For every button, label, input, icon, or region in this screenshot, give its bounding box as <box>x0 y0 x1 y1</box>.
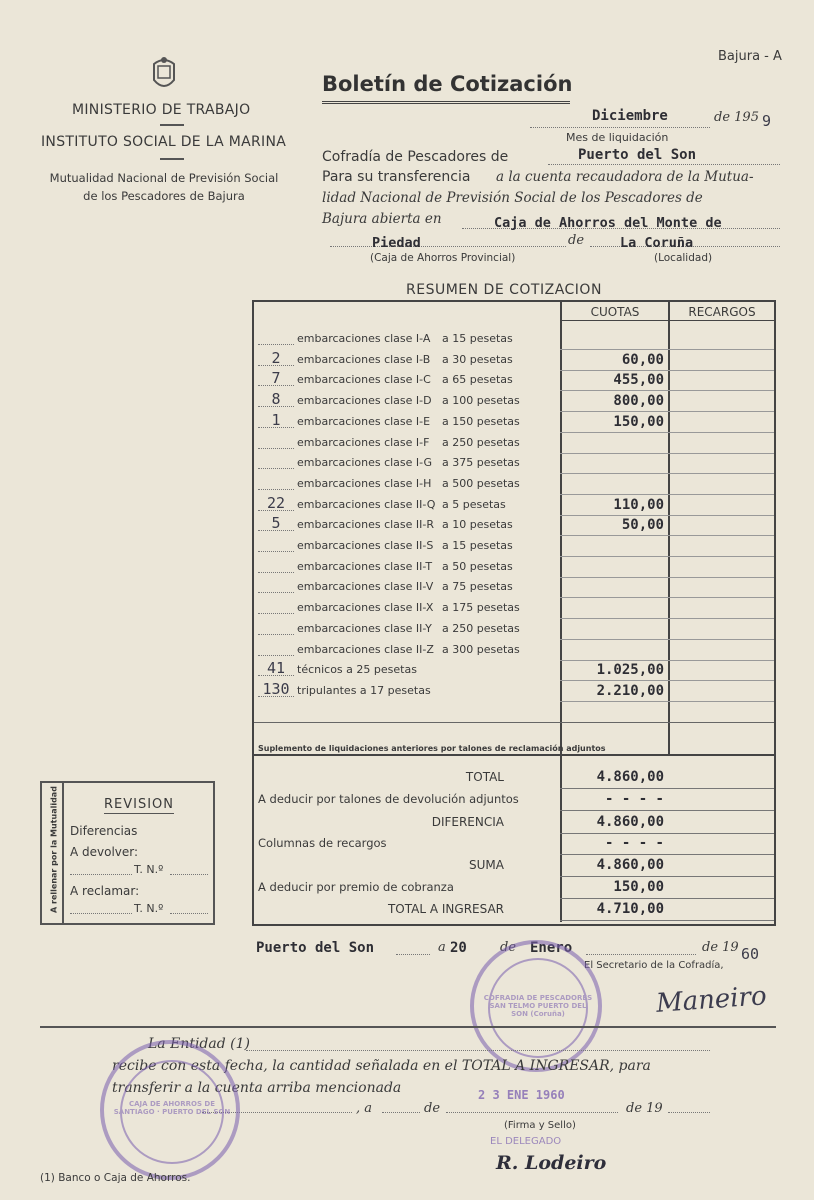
row-label: embarcaciones clase I-E <box>297 414 431 428</box>
table-row <box>254 641 774 661</box>
place-line <box>396 944 430 955</box>
total-rule <box>560 876 774 877</box>
revision-title: REVISION <box>104 797 175 812</box>
cofradia-stamp-text: COFRADIA DE PESCADORES SAN TELMO PUERTO DEL SON (Coruña) <box>483 994 593 1018</box>
row-label: embarcaciones clase I-B <box>297 352 431 366</box>
total-row <box>254 813 774 833</box>
row-count: 41 <box>266 659 286 678</box>
col-recargos: RECARGOS <box>688 305 756 319</box>
form-code: Bajura - A <box>718 49 782 64</box>
year-prefix: de 19 <box>702 940 739 955</box>
total-value: 150,00 <box>613 879 664 895</box>
total-row <box>254 790 774 810</box>
total-rule <box>560 898 774 899</box>
row-label: embarcaciones clase II-Y <box>297 621 432 635</box>
row-rate: a 30 pesetas <box>442 352 513 366</box>
row-cuota: 800,00 <box>613 393 664 410</box>
total-row <box>254 900 774 920</box>
month-value: Enero <box>530 940 573 956</box>
bank-stamp <box>100 1040 240 1180</box>
row-rate: a 150 pesetas <box>442 414 520 428</box>
total-rule <box>560 788 774 789</box>
total-value: 4.860,00 <box>596 769 664 785</box>
revision-reclamar: A reclamar: <box>70 884 140 898</box>
table-row <box>254 537 774 557</box>
row-label: embarcaciones clase II-X <box>297 601 434 615</box>
total-value: 4.710,00 <box>596 901 664 917</box>
revision-title-rule <box>104 813 174 814</box>
footnote: (1) Banco o Caja de Ahorros. <box>40 1172 191 1184</box>
year-suffix: 60 <box>741 945 760 963</box>
suplemento-rule <box>254 722 774 723</box>
ministry-name: MINISTERIO DE TRABAJO <box>72 102 251 118</box>
transfer-lead: Para su transferencia <box>322 169 471 185</box>
place-de: de <box>500 940 517 955</box>
row-cuota: 1.025,00 <box>596 662 664 679</box>
row-count: 5 <box>271 514 281 533</box>
revision-side-label: A rellenar por la Mutualidad <box>49 786 59 913</box>
row-label: embarcaciones clase II-V <box>297 580 434 594</box>
resumen-title: RESUMEN DE COTIZACION <box>406 282 602 298</box>
table-row <box>254 330 774 350</box>
devolver-line <box>70 864 132 875</box>
row-label: embarcaciones clase I-C <box>297 373 431 387</box>
table-row <box>254 599 774 619</box>
delegate-stamp: EL DELEGADO <box>490 1136 562 1147</box>
transfer-tail: a la cuenta recaudadora de la Mutua- <box>496 169 754 185</box>
table-row <box>254 392 774 412</box>
revision-side-divider <box>62 783 64 923</box>
table-row <box>254 620 774 640</box>
place-a: a <box>438 940 446 955</box>
row-rate: a 250 pesetas <box>442 621 520 635</box>
row-cuota: 110,00 <box>613 496 664 513</box>
suplemento-bottom-rule <box>254 754 774 756</box>
entidad-line <box>246 1040 710 1051</box>
liquidation-year-label: de 195 <box>714 110 759 125</box>
row-rate: a 15 pesetas <box>442 539 513 552</box>
row-label: embarcaciones clase II-Q <box>297 497 436 511</box>
cofradia-stamp <box>470 940 602 1072</box>
reclamar-tn-line <box>170 903 208 914</box>
row-cuota: 50,00 <box>621 517 664 534</box>
total-rule <box>560 920 774 921</box>
entidad-label: La Entidad (1) <box>148 1036 250 1052</box>
secretary-signature: Maneiro <box>655 981 768 1019</box>
header-divider-2 <box>160 158 184 160</box>
total-label: TOTAL <box>465 770 504 784</box>
count-line <box>258 566 294 573</box>
entidad-a: , a <box>356 1101 373 1116</box>
table-row <box>254 516 774 536</box>
row-rate: a 15 pesetas <box>442 332 513 345</box>
row-count: 22 <box>266 493 286 512</box>
row-label: embarcaciones clase II-T <box>297 559 433 573</box>
total-row <box>254 834 774 854</box>
total-label: A deducir por premio de cobranza <box>258 880 454 894</box>
total-rule <box>560 854 774 855</box>
row-count: 2 <box>271 348 281 367</box>
total-rule <box>560 810 774 811</box>
row-rate: a 175 pesetas <box>442 601 520 615</box>
date-stamp: 2 3 ENE 1960 <box>478 1088 565 1102</box>
month-line-2 <box>586 944 696 955</box>
institute-name: INSTITUTO SOCIAL DE LA MARINA <box>41 134 287 150</box>
row-label: tripulantes a 17 pesetas <box>297 683 431 697</box>
table-row <box>254 434 774 454</box>
table-row <box>254 454 774 474</box>
count-line <box>258 462 294 469</box>
total-label: Columnas de recargos <box>258 836 387 850</box>
row-label: embarcaciones clase I-F <box>297 435 430 449</box>
count-line <box>258 649 294 656</box>
row-rate: a 65 pesetas <box>442 373 513 387</box>
entidad-year-line <box>668 1102 710 1113</box>
total-label: A deducir por talones de devolución adjuntos <box>258 792 519 806</box>
row-rate: a 10 pesetas <box>442 518 513 532</box>
entidad-line-2: recibe con esta fecha, la cantidad señalada en el TOTAL A INGRESAR, para <box>112 1058 651 1074</box>
bank-value: Caja de Ahorros del Monte de <box>494 215 722 231</box>
reclamar-tn: T. N.º <box>134 902 164 915</box>
row-rate: a 250 pesetas <box>442 435 520 449</box>
row-count: 1 <box>271 410 281 429</box>
form-title: Boletín de Cotización <box>322 72 573 96</box>
bank-caption: (Caja de Ahorros Provincial) <box>370 252 516 264</box>
table-row <box>254 493 774 516</box>
row-count: 8 <box>271 390 281 409</box>
bank-line-2 <box>330 234 566 247</box>
cofradia-value: Puerto del Son <box>578 147 697 163</box>
entidad-line-3: transferir a la cuenta arriba mencionada <box>112 1080 402 1096</box>
bank-value-2: Piedad <box>372 235 421 251</box>
total-row <box>254 768 774 788</box>
total-value: - - - - <box>604 835 664 851</box>
count-line <box>258 628 294 635</box>
row-rate: a 50 pesetas <box>442 559 513 573</box>
revision-devolver: A devolver: <box>70 845 139 859</box>
table-row <box>254 661 774 681</box>
row-label: embarcaciones clase I-A <box>297 332 431 345</box>
reclamar-line <box>70 903 132 914</box>
section-divider <box>40 1026 776 1028</box>
bank-stamp-text: CAJA DE AHORROS DE SANTIAGO · PUERTO DEL SON <box>113 1100 231 1116</box>
row-rate: a 75 pesetas <box>442 580 513 594</box>
transfer-line-3: lidad Nacional de Previsión Social de los Pescadores de <box>322 190 703 206</box>
count-line <box>258 545 294 552</box>
entidad-day-line <box>382 1102 420 1113</box>
row-rate: a 375 pesetas <box>442 456 520 470</box>
row-rate: a 5 pesetas <box>442 497 506 511</box>
row-rate: a 500 pesetas <box>442 476 520 490</box>
city-caption: (Localidad) <box>654 252 713 264</box>
table-row <box>254 371 774 391</box>
city-de: de <box>568 233 585 248</box>
col-cuotas: CUOTAS <box>590 305 640 319</box>
city-value: La Coruña <box>620 235 694 251</box>
count-line <box>258 586 294 593</box>
table-row <box>254 578 774 598</box>
total-value: - - - - <box>604 791 664 807</box>
revision-diferencias: Diferencias <box>70 824 138 838</box>
firma-caption: (Firma y Sello) <box>504 1120 576 1131</box>
total-row <box>254 856 774 876</box>
table-row <box>254 348 774 371</box>
liquidation-caption: Mes de liquidación <box>566 131 669 144</box>
count-line <box>258 607 294 614</box>
table-row <box>254 410 774 433</box>
row-label: embarcaciones clase II-S <box>297 539 434 552</box>
total-row <box>254 878 774 898</box>
row-label: embarcaciones clase I-G <box>297 456 433 470</box>
row-label: embarcaciones clase II-Z <box>297 642 434 656</box>
row-cuota: 60,00 <box>621 351 664 368</box>
table-row <box>254 558 774 578</box>
count-line <box>258 483 294 490</box>
revision-box <box>40 781 215 925</box>
entidad-month-line <box>446 1102 618 1113</box>
day-value: 20 <box>450 940 467 956</box>
total-value: 4.860,00 <box>596 814 664 830</box>
row-cuota: 150,00 <box>613 413 664 430</box>
header-divider <box>160 124 184 126</box>
bank-lead: Bajura abierta en <box>322 211 442 227</box>
row-cuota: 2.210,00 <box>596 682 664 699</box>
entidad-de: de <box>424 1101 441 1116</box>
count-line <box>258 338 294 345</box>
devolver-tn: T. N.º <box>134 863 164 876</box>
mutual-line-1: Mutualidad Nacional de Previsión Social <box>49 171 279 185</box>
row-count: 130 <box>262 679 290 698</box>
entidad-year: de 19 <box>626 1101 663 1116</box>
title-underline <box>322 101 570 104</box>
row-label: embarcaciones clase II-R <box>297 518 435 532</box>
total-value: 4.860,00 <box>596 857 664 873</box>
row-cuota: 455,00 <box>613 372 664 389</box>
coat-of-arms-icon <box>148 54 180 94</box>
row-count: 7 <box>271 369 281 388</box>
place-value: Puerto del Son <box>256 940 375 956</box>
total-label: DIFERENCIA <box>431 815 504 829</box>
total-label: TOTAL A INGRESAR <box>387 902 504 916</box>
mutual-line-2: de los Pescadores de Bajura <box>83 189 245 203</box>
cofradia-label: Cofradía de Pescadores de <box>322 149 509 165</box>
total-label: SUMA <box>469 858 504 872</box>
table-row <box>254 475 774 495</box>
table-row <box>254 679 774 702</box>
row-label: técnicos a 25 pesetas <box>297 663 417 677</box>
devolver-tn-line <box>170 864 208 875</box>
liquidation-year-digit: 9 <box>762 112 772 130</box>
row-label: embarcaciones clase I-H <box>297 476 432 490</box>
liquidation-month: Diciembre <box>592 108 668 124</box>
suplemento-label: Suplemento de liquidaciones anteriores por talones de reclamación adjuntos <box>258 744 606 753</box>
row-rate: a 100 pesetas <box>442 394 520 408</box>
row-rate: a 300 pesetas <box>442 642 520 656</box>
secretary-caption: El Secretario de la Cofradía, <box>584 960 724 971</box>
row-rule <box>560 701 774 702</box>
header-rule <box>560 320 774 321</box>
count-line <box>258 442 294 449</box>
row-label: embarcaciones clase I-D <box>297 394 432 408</box>
delegate-signature: R. Lodeiro <box>496 1152 607 1174</box>
